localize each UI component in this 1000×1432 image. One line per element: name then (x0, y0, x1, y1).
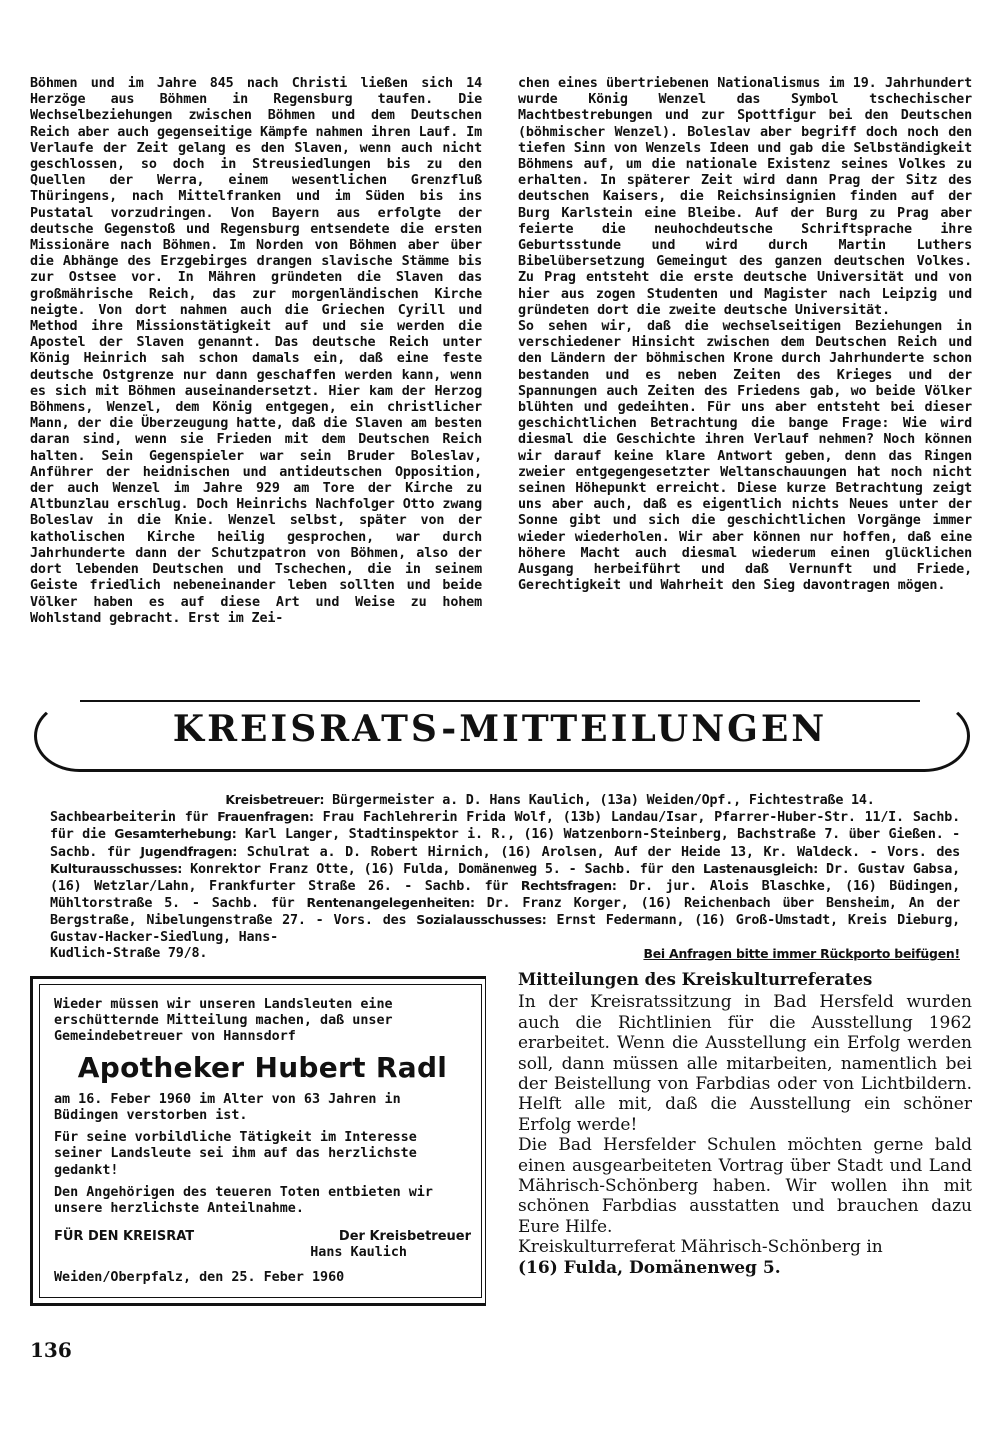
culture-signoff: Kreiskulturreferat Mährisch-Schönberg in (518, 1237, 883, 1258)
signature-right: Der Kreisbetreuer (338, 1229, 471, 1245)
culture-address: (16) Fulda, Domänenweg 5. (518, 1257, 781, 1278)
board-text: Kudlich-Straße 79/8. (50, 945, 208, 961)
obituary-thanks: Für seine vorbildliche Tätigkeit im Interesse seiner Landsleute sei ihm auf das herzlichste gedankt! (54, 1130, 417, 1178)
board-text: Dr. jur. Alois Blaschke, (16) Büdingen, Mühltorstraße 5. - Sachb. für (50, 879, 960, 912)
article-paragraph: chen eines übertriebenen Nationalismus im 19. Jahrhundert wurde König Wenzel das Symbol tschechischer Machtbestrebungen und zur Spottfigur bei den Deutschen (böhmischer Wenzel). Boleslav aber begriff doch noch den tiefen Sinn von Wenzels Ideen und gab die Selbständigkeit Böhmens auf, um die nationale Existenz seines Volkes zu erhalten. In späterer Zeit wird dann Prag der Sitz des deutschen Kaisers, die Reichsinsignien finden auf der Burg Karlstein eine Bleibe. Auf der Burg zu Prag aber feierte die neuhochdeutsche Schriftsprache ihre Geburtsstunde und wird durch Martin Luthers Bibelübersetzung Gemeingut des ganzen deutschen Volkes. Zu Prag entsteht die erste deutsche Universität und von hier aus zogen Studenten und Magister nach Leipzig und gründeten dort die zweite deutsche Universität. (518, 76, 972, 318)
obituary-intro: Wieder müssen wir unseren Landsleuten eine erschütternde Mitteilung machen, daß unser Gemeindebetreuer von Hannsdorf (54, 997, 393, 1045)
signature-name: Hans Kaulich (310, 1245, 407, 1261)
board-text: Schulrat a. D. Robert Hirnich, (16) Arolsen, Auf der Heide 13, Kr. Waldeck. - Vors. des (237, 844, 961, 860)
culture-paragraph: Die Bad Hersfelder Schulen möchten gerne bald einen ausgearbeiteten Vortrag über Stadt und Land Mährisch-Schönberg haben. Wir wollen ihn mit schönen Farbdias ausstatten und brauchen dazu Eure Hilfe. (518, 1135, 972, 1237)
article-paragraph: So sehen wir, daß die wechselseitigen Beziehungen in verschiedener Hinsicht zwischen dem Deutschen Reich und den Ländern der böhmischen Krone durch Jahrhunderte schon bestanden und es neben Zeiten des Krieges und der Spannungen auch Zeiten des Friedens gab, wo beide Völker blühten und gedeihten. Für uns aber entsteht bei dieser geschichtlichen Betrachtung die bange Frage: Wie wird diesmal die Geschichte ihren Verlauf nehmen? Noch können wir darauf keine klare Antwort geben, denn das Ringen zweier entgegengesetzter Weltanschauungen hat noch nicht seinen Höhepunkt erreicht. Diese kurze Betrachtung zeigt uns aber auch, daß es eigentlich nichts Neues unter der Sonne gibt und sich die geschichtlichen Vorgänge immer wieder wiederholen. Wir aber können nur hoffen, daß eine höhere Macht auch diesmal wiederum einen glücklichen Ausgang herbeiführt und daß Vernunft und Friede, Gerechtigkeit und Wahrheit den Sieg davontragen mögen. (518, 319, 972, 594)
board-text: Bürgermeister a. D. Hans Kaulich, (13a) Weiden/Opf., Fichtestraße 14. (324, 793, 875, 808)
obituary-sympathy: Den Angehörigen des teueren Toten entbieten wir unsere herzlichste Anteilnahme. (54, 1184, 433, 1217)
board-head-line (50, 792, 960, 809)
article-column-right (518, 76, 972, 595)
board-label: Kulturausschusses: (50, 860, 183, 876)
board-text: Dr. Gustav Gabsa, (16) Wetzlar/Lahn, Frankfurter Straße 26. - Sachb. für (50, 861, 961, 895)
obituary-place-date: Weiden/Oberpfalz, den 25. Feber 1960 (54, 1269, 345, 1285)
board-text: Frau Fachlehrerin Frida Wolf, (13b) Landau/Isar, Pfarrer-Huber-Str. 11/I. Sachb. für die (50, 810, 960, 843)
board-label: Kreisbetreuer: (225, 792, 325, 807)
obituary-died: am 16. Feber 1960 im Alter von 63 Jahren in Büdingen verstorben ist. (54, 1091, 401, 1124)
obituary-name: Apotheker Hubert Radl (77, 1050, 448, 1084)
obituary-signature (54, 1229, 471, 1245)
board-body (50, 809, 960, 946)
board-last-line (50, 946, 960, 962)
board-text: Sachbearbeiterin für (50, 810, 218, 826)
obituary-inner-frame (39, 984, 482, 1298)
board-label: Gesamterhebung: (114, 826, 237, 842)
board-text: Dr. Franz Korger, (16) Reichenbach über Bensheim, An der Bergstraße, Nibelungenstraße 27. - Vors. des (50, 896, 960, 929)
board-label: Rentenangelegenheiten: (306, 895, 475, 911)
banner-title: KREISRATS-MITTEILUNGEN (172, 708, 828, 750)
board-members (50, 792, 960, 962)
board-label: Rechtsfragen: (520, 878, 617, 894)
obituary-notice (30, 976, 486, 1306)
culture-title: Mitteilungen des Kreiskulturreferates (518, 970, 873, 989)
article-column-left (30, 76, 482, 627)
board-label: Lastenausgleich: (702, 860, 818, 876)
culture-paragraph: In der Kreisratssitzung in Bad Hersfeld wurden auch die Richtlinien für die Ausstellung 1962 erarbeitet. Wenn die Ausstellung ein Erfolg werden soll, dann müssen alle mitarbeiten, namentlich bei der Beistellung von Farbdias oder von Lichtbildern. Helft alle mit, daß die Ausstellung ein schöner Erfolg werde! (518, 992, 972, 1135)
board-note: Bei Anfragen bitte immer Rückporto beifügen! (643, 945, 960, 961)
signature-left: FÜR DEN KREISRAT (54, 1229, 195, 1245)
article-text-left: Böhmen und im Jahre 845 nach Christi ließen sich 14 Herzöge aus Böhmen in Regensburg taufen. Die Wechselbeziehungen zwischen Böhmen und dem Deutschen Reich aber auch gegenseitige Kämpfe nahmen ihren Lauf. Im Verlaufe der Zeit gelang es den Slaven, wenn auch nicht geschlossen, so doch in Streusiedlungen bis zu den Quellen der Werra, einem wesentlichen Grenzfluß Thüringens, nach Mittelfranken und im Süden bis ins Pustatal vorzudringen. Von Bayern aus erfolgte der deutsche Gegenstoß und Regensburg entsendete die ersten Missionäre nach Böhmen. Im Norden von Böhmen aber über die Abhänge des Erzgebirges drangen slavische Stämme bis zur Ostsee vor. In Mähren gründeten die Slaven das großmährische Reich, das zur morgenländischen Kirche neigte. Von dort nahmen auch die Griechen Cyrill und Method ihre Missionstätigkeit auf und sie werden die Apostel der Slaven genannt. Das deutsche Reich unter König Heinrich sah schon damals ein, daß eine feste deutsche Ostgrenze nur dann geschaffen werden kann, wenn es sich mit Böhmen auseinandersetzt. Hier kam der Herzog Böhmens, Wenzel, dem König entgegen, ein christlicher Mann, der die Überzeugung hatte, daß die Slaven am besten daran sind, wenn sie Frieden mit dem Deutschen Reich halten. Sein Gegenspieler war sein Bruder Boleslav, Anführer der heidnischen und antideutschen Opposition, der auch Wenzel im Jahre 929 am Tore der Kirche zu Altbunzlau erschlug. Doch Heinrichs Nachfolger Otto zwang Boleslav in die Knie. Wenzel selbst, später von der katholischen Kirche heilig gesprochen, war durch Jahrhunderte dann der Schutzpatron von Böhmen, also der dort lebenden Deutschen und Tschechen, die in seinem Geiste friedlich nebeneinander leben sollten und beide Völker haben es auf diese Art und Weise zu hohem Wohlstand gebracht. Erst im Zei- (30, 76, 482, 626)
board-label: Jugendfragen: (140, 843, 238, 859)
page-number: 136 (30, 1338, 72, 1362)
board-text: Konrektor Franz Otte, (16) Fulda, Domänenweg 5. - Sachb. für den (182, 861, 703, 877)
board-label: Sozialausschusses: (416, 912, 547, 928)
board-label: Frauenfragen: (217, 809, 314, 825)
board-text: Karl Langer, Stadtinspektor i. R., (16) Watzenborn-Steinberg, Bachstraße 7. über Gießen. - Sachb. für (50, 827, 960, 860)
culture-section (518, 970, 972, 1278)
board-text: Ernst Federmann, (16) Groß-Umstadt, Kreis Dieburg, Gustav-Hacker-Siedlung, Hans- (50, 913, 960, 945)
